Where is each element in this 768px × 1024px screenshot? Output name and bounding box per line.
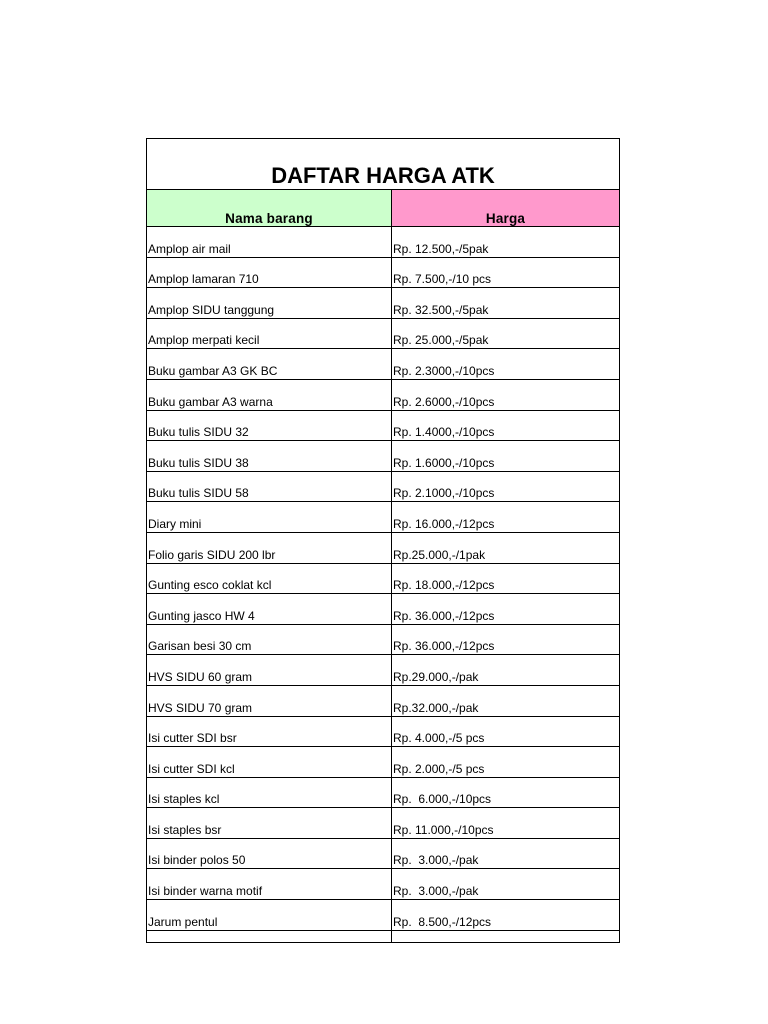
- item-name-cell: Folio garis SIDU 200 lbr: [147, 532, 392, 563]
- item-price-cell: Rp. 3.000,-/pak: [392, 869, 620, 900]
- table-row: [147, 532, 620, 563]
- item-name-cell: Isi binder warna motif: [147, 869, 392, 900]
- table-row: [147, 808, 620, 839]
- table-row: [147, 624, 620, 655]
- item-price-cell: Rp.32.000,-/pak: [392, 685, 620, 716]
- title-row: [147, 139, 620, 190]
- table-row: [147, 777, 620, 808]
- item-name-cell: Isi staples bsr: [147, 808, 392, 839]
- item-name-cell: Buku tulis SIDU 32: [147, 410, 392, 441]
- item-name-cell: Isi cutter SDI kcl: [147, 747, 392, 778]
- item-price-cell: Rp. 18.000,-/12pcs: [392, 563, 620, 594]
- table-row: [147, 594, 620, 625]
- item-price-cell: Rp. 12.500,-/5pak: [392, 227, 620, 258]
- item-price-cell: Rp. 2.3000,-/10pcs: [392, 349, 620, 380]
- item-name-cell: HVS SIDU 60 gram: [147, 655, 392, 686]
- item-name-cell: Amplop merpati kecil: [147, 318, 392, 349]
- item-price-cell: Rp. 11.000,-/10pcs: [392, 808, 620, 839]
- item-price-cell: Rp. 1.6000,-/10pcs: [392, 441, 620, 472]
- item-price-cell: Rp. 36.000,-/12pcs: [392, 594, 620, 625]
- table-row: [147, 318, 620, 349]
- item-name-cell: Buku gambar A3 warna: [147, 379, 392, 410]
- item-price-cell: Rp. 3.000,-/pak: [392, 838, 620, 869]
- item-name-cell: Buku tulis SIDU 38: [147, 441, 392, 472]
- table-row: [147, 869, 620, 900]
- item-name-cell: Amplop air mail: [147, 227, 392, 258]
- table-row: [147, 410, 620, 441]
- column-header-name: Nama barang: [147, 190, 392, 227]
- item-price-cell: Rp. 2.000,-/5 pcs: [392, 747, 620, 778]
- item-price-cell: Rp. 2.1000,-/10pcs: [392, 471, 620, 502]
- table-row: [147, 471, 620, 502]
- item-price-cell: Rp. 16.000,-/12pcs: [392, 502, 620, 533]
- table-row: [147, 563, 620, 594]
- item-name-cell: Gunting jasco HW 4: [147, 594, 392, 625]
- item-price-cell: Rp. 7.500,-/10 pcs: [392, 257, 620, 288]
- table-row: [147, 502, 620, 533]
- item-price-cell: Rp. 32.500,-/5pak: [392, 288, 620, 319]
- column-header-price: Harga: [392, 190, 620, 227]
- table-row: [147, 288, 620, 319]
- item-name-cell: Jarum pentul: [147, 900, 392, 931]
- item-name-cell: Gunting esco coklat kcl: [147, 563, 392, 594]
- table-row: [147, 655, 620, 686]
- table-row: [147, 900, 620, 931]
- item-price-cell: Rp. 6.000,-/10pcs: [392, 777, 620, 808]
- item-name-cell: Amplop SIDU tanggung: [147, 288, 392, 319]
- table-row: [147, 441, 620, 472]
- item-price-cell: Rp. 8.500,-/12pcs: [392, 900, 620, 931]
- item-name-cell: Amplop lamaran 710: [147, 257, 392, 288]
- item-name-cell: Garisan besi 30 cm: [147, 624, 392, 655]
- item-name-cell: Diary mini: [147, 502, 392, 533]
- page-title: DAFTAR HARGA ATK: [147, 139, 620, 190]
- item-name-cell: Buku gambar A3 GK BC: [147, 349, 392, 380]
- table-row: [147, 685, 620, 716]
- item-price-cell: Rp. 1.4000,-/10pcs: [392, 410, 620, 441]
- table-row: [147, 838, 620, 869]
- table-row: [147, 747, 620, 778]
- item-price-cell: Rp. 4.000,-/5 pcs: [392, 716, 620, 747]
- item-price-cell: Rp. 36.000,-/12pcs: [392, 624, 620, 655]
- item-price-cell: Rp.29.000,-/pak: [392, 655, 620, 686]
- item-name-cell: Isi binder polos 50: [147, 838, 392, 869]
- header-row: [147, 190, 620, 227]
- table-row: [147, 716, 620, 747]
- item-name-cell: HVS SIDU 70 gram: [147, 685, 392, 716]
- item-price-cell: Rp. 2.6000,-/10pcs: [392, 379, 620, 410]
- table-row: [147, 227, 620, 258]
- item-price-cell: Rp.25.000,-/1pak: [392, 532, 620, 563]
- table-row: [147, 257, 620, 288]
- empty-price-cell: [392, 930, 620, 942]
- item-name-cell: Buku tulis SIDU 58: [147, 471, 392, 502]
- table-row: [147, 349, 620, 380]
- item-name-cell: Isi cutter SDI bsr: [147, 716, 392, 747]
- table-row: [147, 379, 620, 410]
- empty-row: [147, 930, 620, 942]
- item-price-cell: Rp. 25.000,-/5pak: [392, 318, 620, 349]
- item-name-cell: Isi staples kcl: [147, 777, 392, 808]
- empty-name-cell: [147, 930, 392, 942]
- price-list-table: [146, 138, 620, 943]
